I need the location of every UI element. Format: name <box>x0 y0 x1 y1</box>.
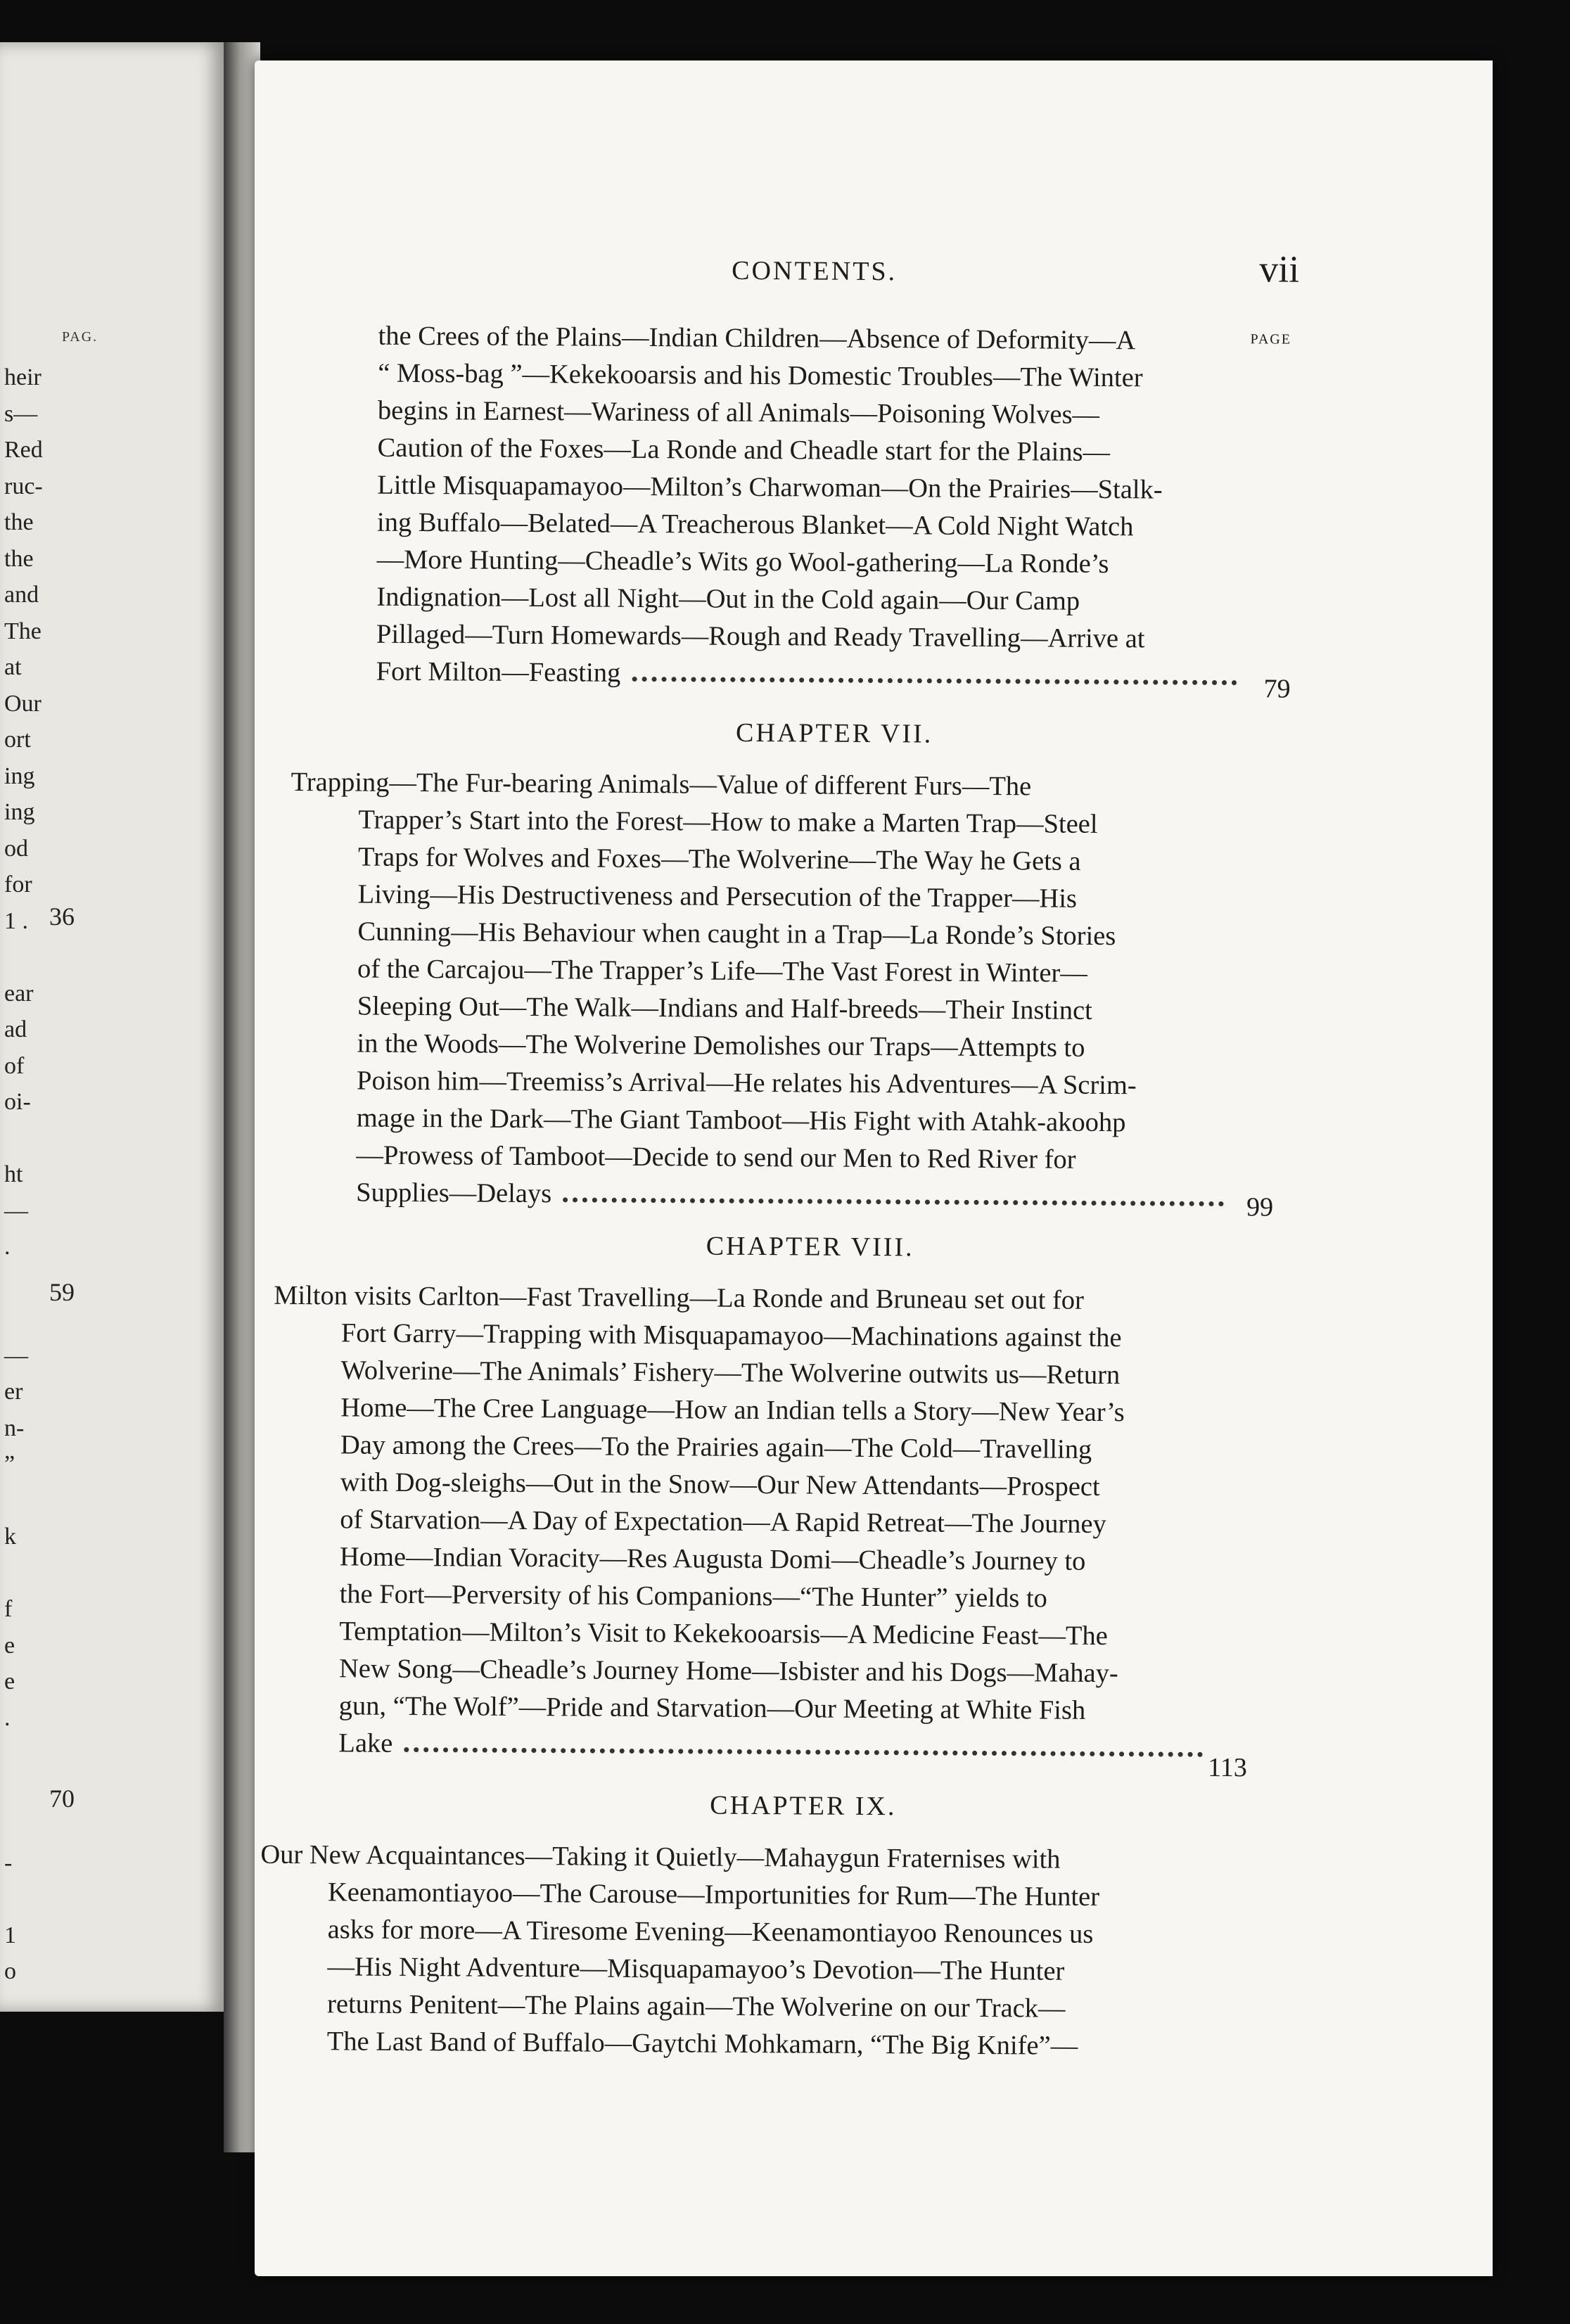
entry-line-text: Pillaged—Turn Homewards—Rough and Ready Travelling—Arrive at <box>376 619 1145 654</box>
chapter-heading: CHAPTER VIII. <box>706 1231 914 1263</box>
entry-line-text: mage in the Dark—The Giant Tamboot—His Fight with Atahk-akoohp <box>356 1103 1126 1138</box>
entry-line <box>378 355 1250 398</box>
entry-line-text: New Song—Cheadle’s Journey Home—Isbister and his Dogs—Mahay- <box>338 1654 1118 1689</box>
left-page-fragment: of <box>4 1052 25 1079</box>
entry-line <box>356 1137 1235 1180</box>
entry-line <box>341 1315 1217 1358</box>
entry-line-text: returns Penitent—The Plains again—The Wolverine on our Track— <box>326 1989 1066 2024</box>
entry-line-text: Fort Milton—Feasting <box>376 656 621 688</box>
entry-line <box>377 504 1249 547</box>
entry-line-text: gun, “The Wolf”—Pride and Starvation—Our Meeting at White Fish <box>338 1691 1086 1725</box>
left-page-fragment: ing <box>4 799 35 825</box>
left-page-fragment: o <box>4 1958 16 1984</box>
entry-line-text: ing Buffalo—Belated—A Treacherous Blanket—A Cold Night Watch <box>376 507 1134 542</box>
entry-line-text: Fort Garry—Trapping with Misquapamayoo—Machinations against the <box>340 1318 1122 1353</box>
entry-page-number: 99 <box>1246 1192 1274 1222</box>
left-page-fragment: k <box>4 1524 16 1550</box>
entry-line-text: “ Moss-bag ”—Kekekooarsis and his Domestic Troubles—The Winter <box>378 358 1143 393</box>
left-page-fragment: . <box>4 1704 11 1731</box>
contents-entry <box>291 765 1238 1218</box>
entry-line-text: Home—Indian Voracity—Res Augusta Domi—Cheadle’s Journey to <box>339 1542 1086 1576</box>
left-page-fragment: 1 . <box>4 907 28 934</box>
entry-line-text: of Starvation—A Day of Expectation—A Rapid Retreat—The Journey <box>340 1505 1106 1540</box>
entry-line <box>378 318 1250 361</box>
left-page-fragment: s— <box>4 400 38 427</box>
chapter-heading: CHAPTER IX. <box>710 1790 897 1822</box>
entry-line-text: of the Carcajou—The Trapper’s Life—The Vast Forest in Winter— <box>357 954 1087 988</box>
entry-line <box>339 1687 1215 1730</box>
entry-line-text: Day among the Crees—To the Prairies again—The Cold—Travelling <box>340 1430 1092 1464</box>
page-numeral: vii <box>1259 248 1300 290</box>
entry-line <box>340 1464 1215 1507</box>
entry-line <box>327 1986 1199 2029</box>
left-page-fragment: and <box>4 582 39 608</box>
left-page-fragment: n- <box>4 1415 25 1441</box>
entry-line <box>340 1538 1215 1581</box>
entry-line-text: Lake <box>338 1728 393 1758</box>
left-page-fragment: - <box>4 1849 13 1876</box>
left-page-fragment: the <box>4 509 34 535</box>
entry-line-text: Traps for Wolves and Foxes—The Wolverine—The Way he Gets a <box>357 842 1081 876</box>
entry-line <box>340 1501 1215 1544</box>
entry-line-text: Cunning—His Behaviour when caught in a Trap—La Ronde’s Stories <box>357 917 1116 952</box>
entry-line <box>376 653 1249 696</box>
left-page-number: 59 <box>49 1278 75 1306</box>
entry-line <box>339 1613 1215 1656</box>
entry-line <box>358 802 1237 845</box>
entry-line-text: Temptation—Milton’s Visit to Kekekooarsis—A Medicine Feast—The <box>339 1616 1108 1652</box>
entry-line <box>340 1389 1216 1432</box>
left-page-fragment: at <box>4 654 22 680</box>
left-page-fragment: oi- <box>4 1089 31 1115</box>
entry-line-text: begins in Earnest—Wariness of all Animals—Poisoning Wolves— <box>377 395 1100 430</box>
left-page-fragment: ” <box>4 1451 15 1477</box>
entry-line-text: —More Hunting—Cheadle’s Wits go Wool-gathering—La Ronde’s <box>376 544 1109 580</box>
entry-line-text: Trapping—The Fur-bearing Animals—Value of different Furs—The <box>291 767 1032 802</box>
left-page-fragment: Our <box>4 690 42 717</box>
contents-entry <box>260 1837 1201 2066</box>
entry-line <box>356 1175 1235 1218</box>
entry-line-text: in the Woods—The Wolverine Demolishes our Traps—Attempts to <box>357 1028 1085 1063</box>
page-column-label: PAGE <box>1250 331 1292 347</box>
left-facing-page <box>0 42 224 2012</box>
left-page-fragment: e <box>4 1668 15 1694</box>
entry-line <box>378 392 1250 435</box>
entry-line <box>376 616 1249 659</box>
left-page-label: PAG. <box>62 329 98 345</box>
contents-entry <box>376 318 1251 696</box>
entry-line <box>328 1874 1200 1917</box>
entry-line-text: —His Night Adventure—Misquapamayoo’s Devotion—The Hunter <box>327 1952 1065 1986</box>
entry-line-text: Sleeping Out—The Walk—Indians and Half-breeds—Their Instinct <box>357 991 1092 1026</box>
entry-line <box>340 1576 1215 1618</box>
left-page-fragment: e <box>4 1632 15 1659</box>
entry-line <box>274 1277 1217 1320</box>
entry-line <box>327 1948 1199 1991</box>
entry-line <box>357 1100 1236 1143</box>
entry-line <box>376 542 1249 585</box>
contents-entry <box>274 1277 1217 1768</box>
entry-line <box>338 1725 1214 1768</box>
entry-line-text: the Crees of the Plains—Indian Children—Absence of Deformity—A <box>378 321 1136 356</box>
entry-page-number: 79 <box>1263 674 1291 704</box>
entry-line-text: Poison him—Treemiss’s Arrival—He relates his Adventures—A Scrim- <box>356 1066 1137 1101</box>
left-page-fragment: — <box>4 1197 28 1224</box>
entry-line <box>340 1352 1216 1395</box>
entry-line-text: Caution of the Foxes—La Ronde and Cheadle start for the Plains— <box>377 433 1111 468</box>
left-page-fragment: ruc- <box>4 473 43 499</box>
running-title: CONTENTS. <box>732 255 898 287</box>
entry-line-text: Milton visits Carlton—Fast Travelling—La Ronde and Bruneau set out for <box>274 1280 1085 1315</box>
left-page-fragment: heir <box>4 364 42 390</box>
entry-line <box>340 1426 1216 1469</box>
left-page-fragment: f <box>4 1596 13 1622</box>
left-page-fragment: for <box>4 872 32 898</box>
entry-line-text: Little Misquapamayoo—Milton’s Charwoman—On the Prairies—Stalk- <box>377 470 1163 505</box>
entry-line-text: Our New Acquaintances—Taking it Quietly—Mahaygun Fraternises with <box>260 1839 1061 1875</box>
entry-line <box>260 1837 1200 1879</box>
entry-line <box>357 1026 1236 1068</box>
left-page-fragment: . <box>4 1234 11 1260</box>
chapter-heading: CHAPTER VII. <box>735 717 933 749</box>
entry-line-text: Indignation—Lost all Night—Out in the Cold again—Our Camp <box>376 582 1080 616</box>
entry-line-text: Wolverine—The Animals’ Fishery—The Wolverine outwits us—Return <box>340 1355 1121 1391</box>
entry-line-text: Supplies—Delays <box>356 1177 552 1209</box>
entry-line-text: The Last Band of Buffalo—Gaytchi Mohkamarn, “The Big Knife”— <box>326 2026 1078 2061</box>
entry-line <box>357 914 1237 957</box>
left-page-fragment: ing <box>4 762 35 789</box>
left-page-fragment: ear <box>4 980 34 1007</box>
entry-line <box>328 1911 1200 1954</box>
entry-line <box>327 2023 1199 2066</box>
left-page-fragment: ht <box>4 1161 23 1187</box>
left-page-number: 36 <box>49 902 75 931</box>
entry-line-text: Keenamontiayoo—The Carouse—Importunities for Rum—The Hunter <box>327 1877 1100 1913</box>
left-page-fragment: od <box>4 835 28 862</box>
entry-line <box>339 1650 1215 1693</box>
entry-line <box>358 839 1237 882</box>
left-page-fragment: ad <box>4 1016 27 1042</box>
entry-line <box>376 579 1249 622</box>
entry-line-text: Living—His Destructiveness and Persecution of the Trapper—His <box>357 879 1078 914</box>
entry-line <box>291 764 1238 807</box>
entry-line-text: asks for more—A Tiresome Evening—Keenamontiayoo Renounces us <box>327 1915 1094 1949</box>
entry-line <box>377 467 1249 510</box>
left-page-number: 70 <box>49 1784 75 1813</box>
entry-line-text: —Prowess of Tamboot—Decide to send our Men to Red River for <box>356 1140 1076 1175</box>
left-page-fragment: er <box>4 1379 23 1405</box>
left-page-fragment: Red <box>4 437 43 463</box>
entry-line <box>357 988 1237 1031</box>
entry-line-text: the Fort—Perversity of his Companions—“The Hunter” yields to <box>339 1579 1047 1614</box>
dot-leader <box>404 1747 1203 1757</box>
contents-page <box>255 60 1493 2276</box>
dot-leader <box>632 676 1237 685</box>
entry-line-text: with Dog-sleighs—Out in the Snow—Our New Attendants—Prospect <box>340 1467 1100 1502</box>
left-page-fragment: the <box>4 545 34 572</box>
entry-line-text: Trapper’s Start into the Forest—How to make a Marten Trap—Steel <box>358 805 1098 839</box>
left-page-fragment: 1 <box>4 1922 16 1948</box>
entry-line-text: Home—The Cree Language—How an Indian tells a Story—New Year’s <box>340 1393 1125 1428</box>
entry-line <box>358 876 1237 919</box>
left-page-fragment: ort <box>4 727 31 753</box>
left-page-fragment: — <box>4 1342 28 1369</box>
dot-leader <box>563 1196 1224 1206</box>
entry-line <box>357 1063 1236 1106</box>
left-page-fragment: The <box>4 618 42 644</box>
entry-line <box>377 430 1249 473</box>
entry-page-number: 113 <box>1208 1752 1247 1783</box>
entry-line <box>357 951 1237 994</box>
